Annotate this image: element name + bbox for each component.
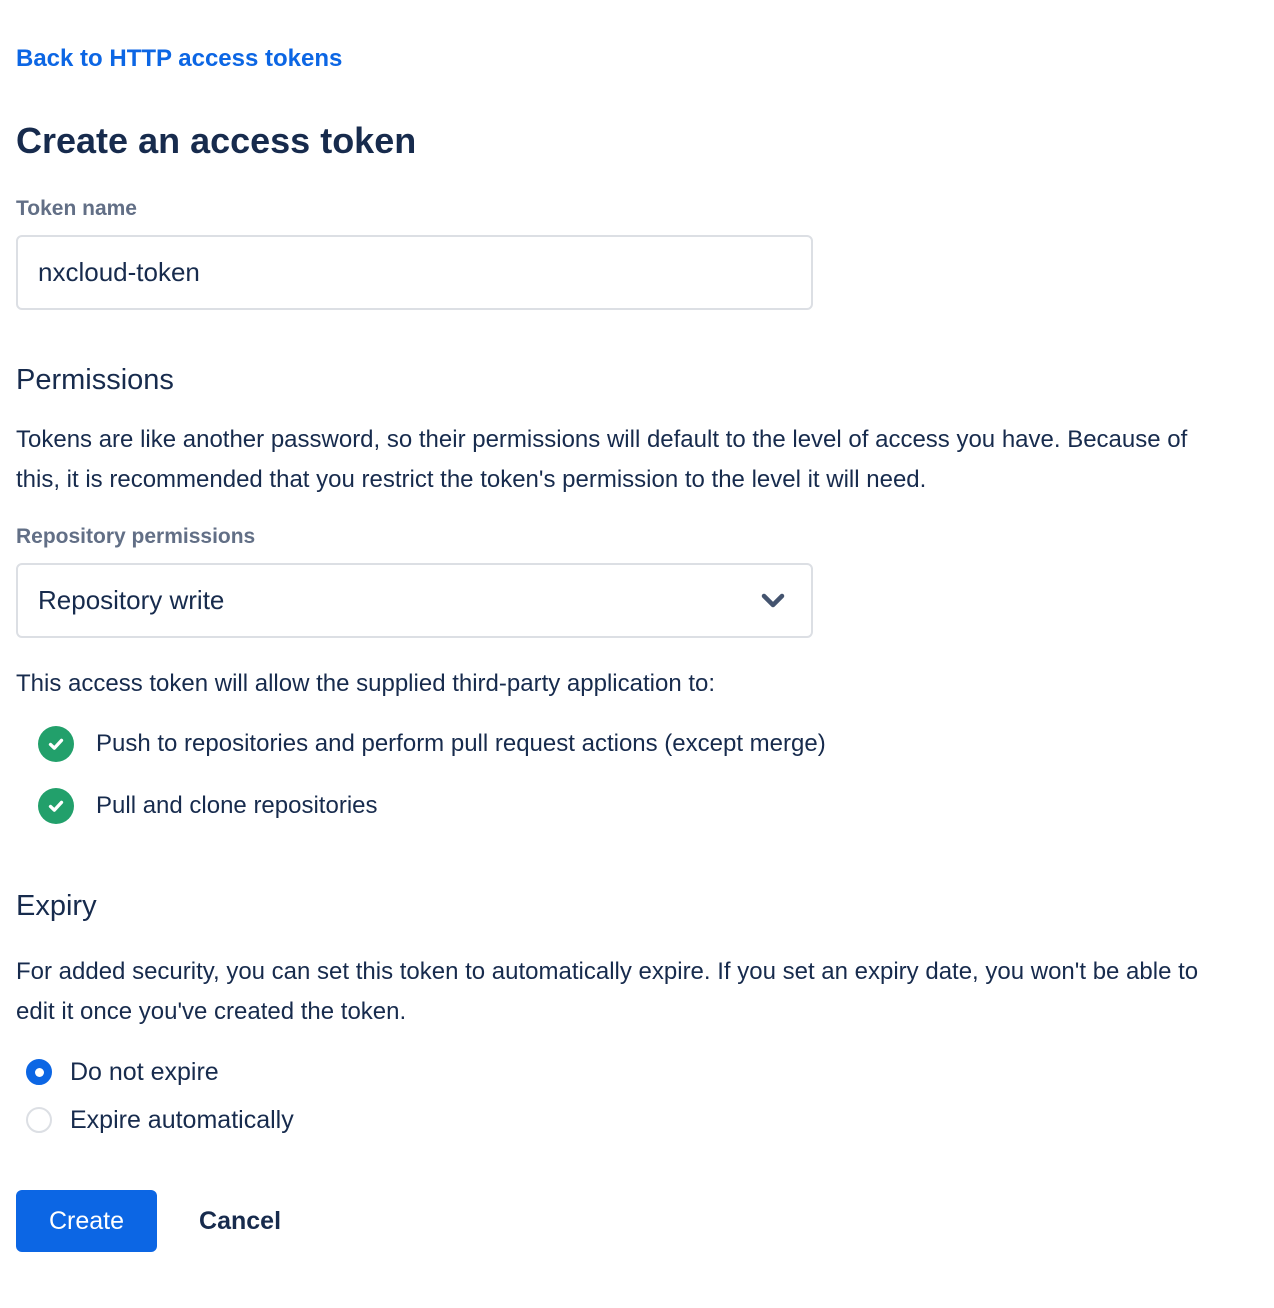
create-button[interactable]: Create: [16, 1190, 157, 1252]
expiry-heading: Expiry: [16, 890, 97, 922]
cancel-button[interactable]: Cancel: [199, 1206, 282, 1235]
radio-option-expire-automatically[interactable]: [16, 1096, 1258, 1144]
expiry-description: For added security, you can set this token to automatically expire. If you set an expiry date, you won't be able to edit it once you've created the token.: [16, 958, 1199, 1025]
check-icon: [38, 726, 74, 762]
back-link[interactable]: Back to HTTP access tokens: [16, 45, 343, 72]
token-name-input[interactable]: [16, 235, 813, 310]
radio-button-icon[interactable]: [26, 1107, 52, 1133]
chevron-down-icon: [761, 593, 785, 609]
permissions-heading: Permissions: [16, 364, 174, 396]
capability-text: Push to repositories and perform pull request actions (except merge): [96, 730, 826, 757]
repository-permissions-select[interactable]: [16, 563, 813, 638]
check-icon: [38, 788, 74, 824]
token-name-label: Token name: [16, 197, 137, 220]
form-actions: [16, 1190, 1258, 1252]
page-title: Create an access token: [16, 120, 417, 161]
capability-item: [16, 788, 1258, 824]
capability-list: [16, 726, 1258, 824]
radio-option-do-not-expire[interactable]: [16, 1048, 1258, 1096]
permissions-description: Tokens are like another password, so their permissions will default to the level of access you have. Because of this, it is recommended that you restrict the token's permission to the level it will need.: [16, 426, 1188, 493]
radio-label: Expire automatically: [70, 1105, 294, 1134]
radio-label: Do not expire: [70, 1057, 219, 1086]
repository-permissions-label: Repository permissions: [16, 525, 256, 548]
capability-text: Pull and clone repositories: [96, 792, 378, 819]
capabilities-intro: This access token will allow the supplied third-party application to:: [16, 670, 716, 697]
capability-item: [16, 726, 1258, 762]
expiry-radio-group: [16, 1048, 1258, 1144]
repository-permissions-selected-value: Repository write: [38, 585, 225, 615]
radio-button-icon[interactable]: [26, 1059, 52, 1085]
